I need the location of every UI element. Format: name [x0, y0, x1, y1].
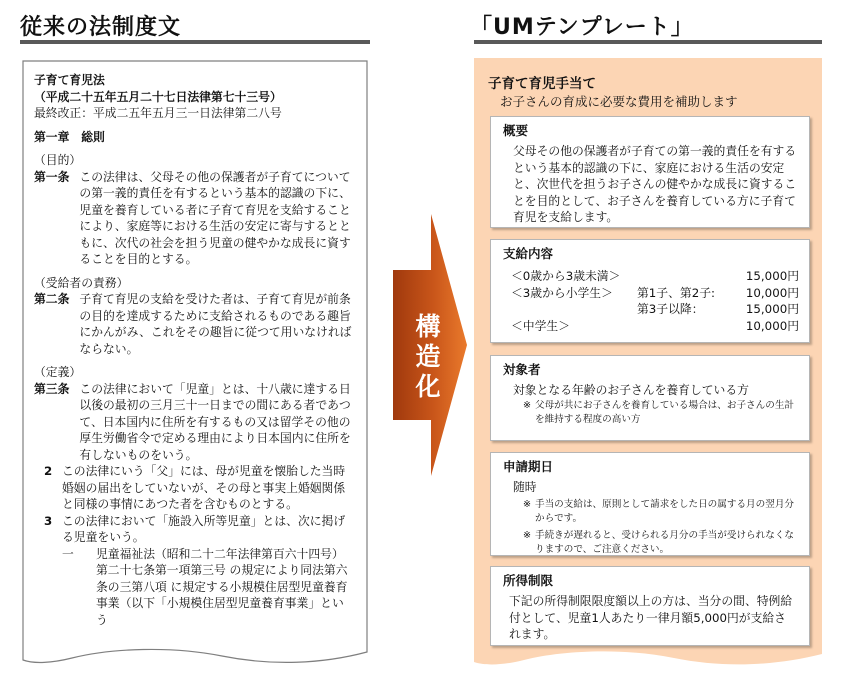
application-note	[523, 498, 797, 526]
item-text: 児童福祉法（昭和二十二年法律第百六十四号）第二十七条第一項第三号 の規定により同法第六条の三第八項 に規定する小規模住居型児童養育事業（以下「小規模住居型児童養育事業」という	[96, 546, 348, 627]
right-heading-underline	[474, 40, 822, 44]
article-3-text: この法律において「児童」とは、十八歳に達する日以後の最初の三月三十一日までの間にある者であつて、日本国内に住所を有するもの又は留学その他の厚生労働省令で定める理由により日本国内に住所を有しないものをいう。	[79, 381, 351, 462]
section-body: 下記の所得制限限度額以上の方は、当分の間、特例給付として、児童1人あたり一律月額5,000円が支給されます。	[509, 594, 793, 641]
note-text: 父母が共にお子さんを養育している場合は、お子さんの生計を維持する程度の高い方	[535, 399, 795, 425]
law-number: （平成二十五年五月二十七日法律第七十三号）	[34, 89, 282, 104]
section-title: 対象者	[503, 362, 541, 377]
eligibility-note	[523, 399, 797, 427]
age-category: ＜3歳から小学生＞	[511, 285, 613, 300]
article-3-paragraph-3	[44, 513, 352, 546]
section-title: 所得制限	[503, 573, 554, 588]
article-3-caption: （定義）	[34, 365, 82, 379]
paragraph-number: 2	[44, 464, 53, 478]
note-mark: ※	[523, 498, 532, 510]
payment-table	[511, 268, 803, 334]
application-note	[523, 529, 797, 557]
law-last-revision: 最終改正：平成二五年五月三一日法律第二八号	[34, 106, 282, 120]
application-text: 随時	[513, 480, 537, 494]
section-body	[513, 382, 797, 427]
section-overview	[490, 116, 810, 228]
child-order: 第1子、第2子:	[637, 285, 715, 300]
section-title: 申請期日	[503, 459, 554, 474]
section-income-limit	[490, 566, 810, 646]
article-3-item-1	[62, 546, 352, 629]
law-title: 子育て育児法	[34, 73, 105, 87]
arrow-label-char: 造	[415, 342, 441, 371]
monthly-amount: 15,000円	[745, 269, 799, 283]
template-title: 子育て育児手当て	[488, 76, 596, 92]
article-2-number: 第二条	[34, 292, 70, 306]
child-order: 第3子以降：	[637, 302, 704, 316]
item-number: 一	[62, 546, 74, 561]
note-text: 手続きが遅れると、受けられる月分の手当が受けられなくなりますので、ご注意ください。	[535, 529, 795, 555]
chapter-heading: 第一章 総則	[34, 129, 105, 144]
arrow-label-char: 化	[415, 372, 441, 401]
article-1-number: 第一条	[34, 169, 70, 184]
article-3	[34, 381, 352, 464]
article-2	[34, 291, 352, 357]
monthly-amount: 10,000円	[745, 318, 799, 333]
article-1	[34, 169, 352, 268]
monthly-amount: 15,000円	[745, 302, 799, 316]
payment-row	[511, 268, 803, 285]
note-text: 手当の支給は、原則として請求をした日の属する月の翌月分からです。	[535, 498, 795, 524]
structuring-arrow	[393, 214, 467, 476]
left-heading-underline	[20, 40, 370, 44]
section-eligibility	[490, 355, 810, 441]
paragraph-text: この法律において「施設入所等児童」とは、次に掲げる児童をいう。	[62, 513, 346, 544]
left-heading: 従来の法制度文	[20, 15, 182, 40]
article-1-text: この法律は、父母その他の保護者が子育てについての第一義的責任を有するという基本的認識の下に、児童を養育している者に子育て育児を支給することにより、家庭等における生活の安定に寄与するとともに、次代の社会を担う児童の健やかな成長に資することを目的とする。	[79, 169, 351, 266]
note-mark: ※	[523, 529, 532, 541]
age-category: ＜中学生＞	[511, 318, 570, 333]
section-application	[490, 452, 810, 556]
age-category: ＜0歳から3歳未満＞	[511, 269, 621, 283]
payment-row	[511, 285, 803, 302]
section-title: 概要	[503, 123, 529, 138]
note-mark: ※	[523, 399, 532, 411]
payment-row	[511, 318, 803, 335]
paragraph-number: 3	[44, 513, 53, 528]
section-body: 父母その他の保護者が子育ての第一義的責任を有するという基本的認識の下に、家庭における生活の安定と、次世代を担うお子さんの健やかな成長に資することを目的として、お子さんを養育している方に子育て育児を支給します。	[513, 144, 797, 224]
article-3-number: 第三条	[34, 381, 70, 396]
section-body	[513, 479, 797, 557]
article-3-paragraph-2	[44, 463, 352, 513]
article-2-caption: （受給者の責務）	[34, 275, 129, 290]
article-2-text: 子育て育児の支給を受けた者は、子育て育児が前条の目的を達成するために支給されるものである趣旨にかんがみ、これをその趣旨に従つて用いなければならない。	[79, 292, 352, 356]
template-subtitle: お子さんの育成に必要な費用を補助します	[500, 94, 738, 109]
eligibility-text: 対象となる年齢のお子さんを養育している方	[513, 383, 749, 397]
arrow-label-char: 構	[415, 312, 441, 341]
article-1-caption: （目的）	[34, 153, 82, 167]
right-heading: 「UMテンプレート」	[470, 15, 694, 40]
paragraph-text: この法律にいう「父」には、母が児童を懐胎した当時婚姻の届出をしていないが、その母と事実上婚姻関係と同様の事情にあつた者を含むものとする。	[62, 464, 346, 511]
payment-row	[511, 301, 803, 318]
legal-text	[34, 72, 352, 628]
section-payment	[490, 239, 810, 343]
section-title: 支給内容	[503, 246, 554, 261]
arrow-label	[408, 312, 448, 402]
legal-document	[22, 60, 368, 666]
monthly-amount: 10,000円	[745, 285, 799, 300]
